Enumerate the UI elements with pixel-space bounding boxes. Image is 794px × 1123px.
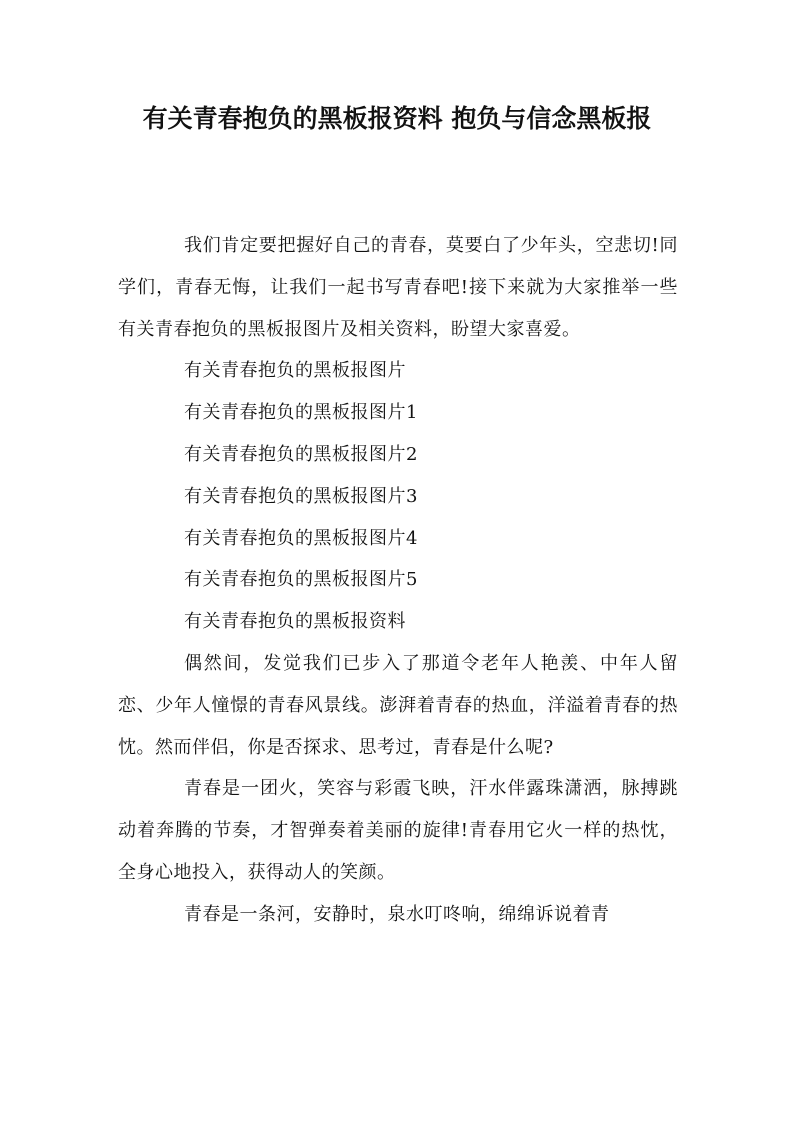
intro-paragraph: 我们肯定要把握好自己的青春，莫要白了少年头，空悲切!同学们，青春无悔，让我们一起书写青春吧!接下来就为大家推举一些有关青春抱负的黑板报图片及相关资料，盼望大家喜爱。 [118,235,678,340]
body-paragraph: 偶然间，发觉我们已步入了那道令老年人艳羡、中年人留恋、少年人憧憬的青春风景线。澎湃着青春的热血，洋溢着青春的热忱。然而伴侣，你是否探求、思考过，青春是什么呢? [118,652,678,758]
list-item: 有关青春抱负的黑板报图片4 [184,527,418,549]
body-paragraph: 青春是一团火，笑容与彩霞飞映，汗水伴露珠潇洒，脉搏跳动着奔腾的节奏，才智弹奏着美丽的旋律!青春用它火一样的热忱，全身心地投入，获得动人的笑颜。 [118,778,678,883]
body-paragraph: 青春是一条河，安静时，泉水叮咚响，绵绵诉说着青 [184,903,610,925]
list-item: 有关青春抱负的黑板报资料 [184,611,406,633]
list-item: 有关青春抱负的黑板报图片1 [184,402,418,424]
list-item: 有关青春抱负的黑板报图片5 [184,569,418,591]
list-item: 有关青春抱负的黑板报图片3 [184,485,418,507]
document-body [118,225,678,936]
list-item: 有关青春抱负的黑板报图片 [184,360,406,382]
document-title: 有关青春抱负的黑板报资料 抱负与信念黑板报 [142,104,652,133]
list-item: 有关青春抱负的黑板报图片2 [184,443,418,465]
